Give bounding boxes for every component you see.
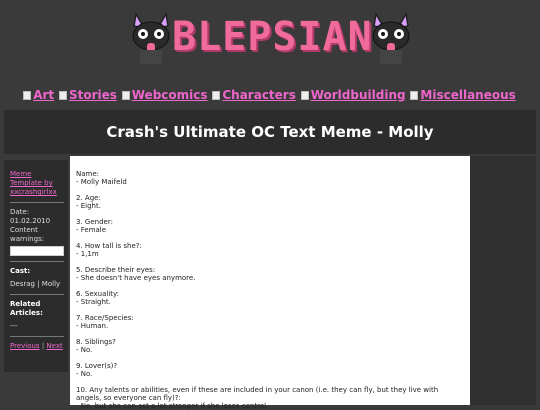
nav-worldbuilding[interactable]: Worldbuilding <box>310 88 406 102</box>
page-title-bar <box>4 110 536 154</box>
pager-separator: | <box>41 342 45 350</box>
question: Name: <box>76 170 100 178</box>
related-articles-label: Related Articles: <box>10 300 43 317</box>
nav-miscellaneous[interactable]: Miscellaneous <box>420 88 516 102</box>
question: 7. Race/Species: <box>76 314 134 322</box>
art-icon <box>23 91 31 100</box>
date-value: 01.02.2010 <box>10 217 51 225</box>
answer: - No. <box>76 370 93 378</box>
stories-icon <box>59 91 67 100</box>
answer: - No. <box>76 346 93 354</box>
page-title: Crash's Ultimate OC Text Meme - Molly <box>106 123 434 141</box>
qa-item <box>76 362 464 378</box>
right-gutter <box>470 156 536 405</box>
answer: - Eight. <box>76 202 101 210</box>
previous-link[interactable]: Previous <box>10 342 40 350</box>
content-warnings-label: Content warnings: <box>10 226 45 243</box>
cast-separator: | <box>37 280 40 288</box>
sidebar-divider <box>10 261 64 262</box>
qa-item <box>76 242 464 258</box>
mascot-right-image <box>366 10 416 68</box>
article-content <box>70 156 470 410</box>
question: 5. Describe their eyes: <box>76 266 156 274</box>
cast-item-molly[interactable]: Molly <box>41 280 61 288</box>
cast-list <box>10 280 64 289</box>
sidebar-divider <box>10 336 64 337</box>
question: 2. Age: <box>76 194 101 202</box>
answer: - Molly Maifeld <box>76 178 127 186</box>
qa-item <box>76 170 464 186</box>
mascot-left-image <box>126 10 176 68</box>
next-link[interactable]: Next <box>46 342 63 350</box>
content-warnings-box <box>10 246 64 256</box>
miscellaneous-icon <box>410 91 418 100</box>
main-nav <box>0 86 540 104</box>
sidebar-divider <box>10 202 64 203</box>
qa-item <box>76 266 464 282</box>
question: 9. Lover(s)? <box>76 362 118 370</box>
nav-stories[interactable]: Stories <box>68 88 117 102</box>
related-articles-value: --- <box>10 322 18 330</box>
answer: - She doesn't have eyes anymore. <box>76 274 196 282</box>
qa-item <box>76 194 464 210</box>
cast-label: Cast: <box>10 267 31 275</box>
date-label: Date: <box>10 208 30 216</box>
site-logo[interactable]: BLEPSIAN <box>172 14 373 60</box>
qa-item <box>76 218 464 234</box>
qa-item <box>76 314 464 330</box>
question: 6. Sexuality: <box>76 290 120 298</box>
answer: - 1,1m <box>76 250 99 258</box>
nav-art[interactable]: Art <box>33 88 55 102</box>
characters-icon <box>212 91 220 100</box>
answer: - No, but she can act a lot stronger if she loses control. <box>76 402 269 410</box>
question: 3. Gender: <box>76 218 113 226</box>
question: 10. Any talents or abilities, even if these are included in your canon (i.e. they can fly, but they live with angels, so everyone can fly)?: <box>76 386 439 402</box>
answer: - Human. <box>76 322 109 330</box>
answer: - Straight. <box>76 298 111 306</box>
answer: - Female <box>76 226 107 234</box>
sidebar-divider <box>10 294 64 295</box>
meme-template-link[interactable]: Meme Template by xxcrashgirlxx <box>10 170 57 196</box>
question: 8. Siblings? <box>76 338 116 346</box>
nav-webcomics[interactable]: Webcomics <box>131 88 208 102</box>
qa-item <box>76 338 464 354</box>
webcomics-icon <box>122 91 130 100</box>
cast-item-desrag[interactable]: Desrag <box>10 280 35 288</box>
site-header <box>0 0 540 82</box>
worldbuilding-icon <box>301 91 309 100</box>
nav-characters[interactable]: Characters <box>222 88 296 102</box>
qa-item <box>76 290 464 306</box>
qa-item <box>76 386 464 410</box>
pager <box>10 342 64 351</box>
question: 4. How tall is she?: <box>76 242 142 250</box>
sidebar <box>4 160 68 372</box>
